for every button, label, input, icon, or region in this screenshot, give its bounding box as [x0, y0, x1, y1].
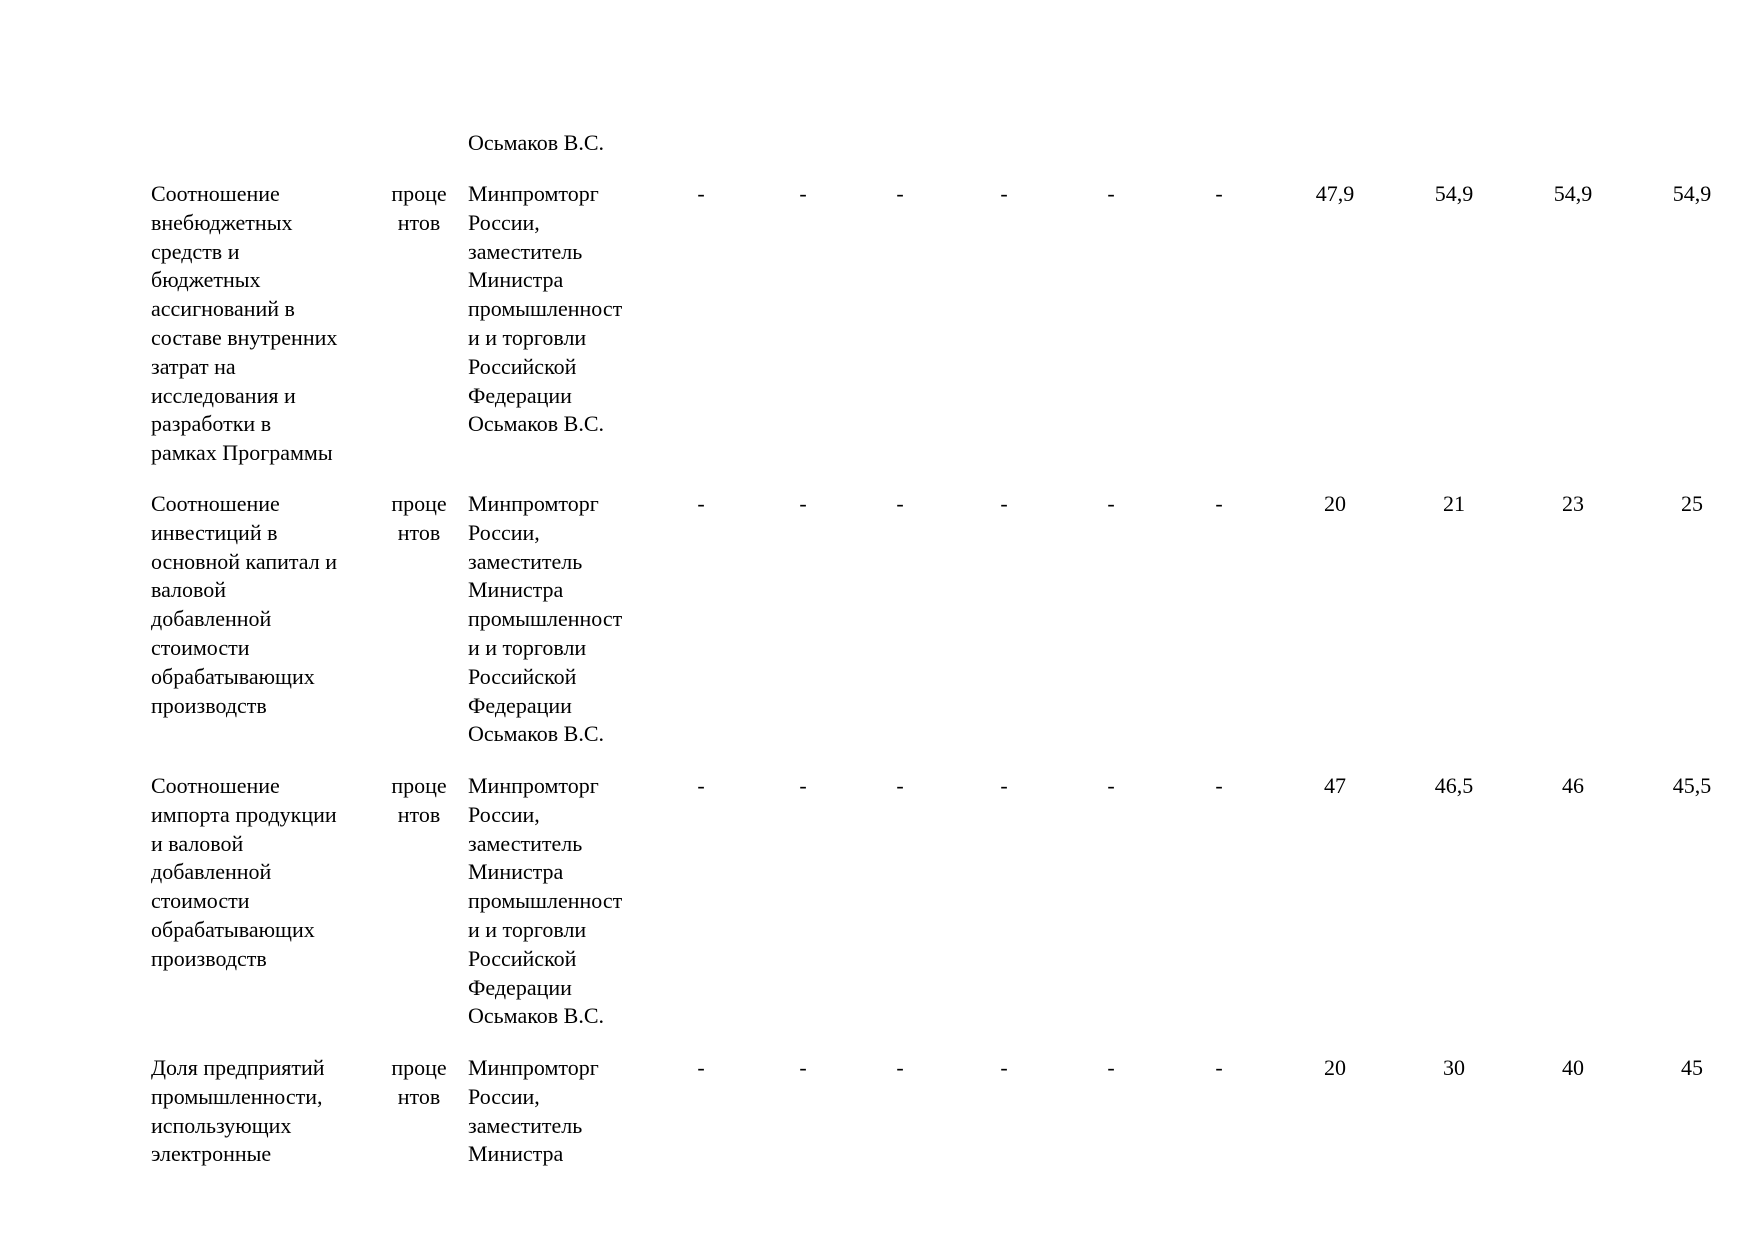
value-cell: - [799, 1055, 807, 1080]
unit-line: нтов [397, 1083, 441, 1109]
indicator-name-line: производств [151, 692, 267, 718]
indicator-name-line: Соотношение [151, 181, 280, 206]
responsible-line: и и торговли [468, 324, 587, 350]
value-cell: 54,9 [1672, 181, 1712, 206]
value-cell: - [1107, 1055, 1115, 1080]
responsible-line: Министра [468, 267, 564, 293]
indicator-name-line: рамках Программы [151, 440, 333, 466]
responsible-line: промышленност [468, 606, 623, 632]
unit-line: нтов [397, 801, 441, 827]
value-cell: - [1000, 491, 1008, 516]
indicator-name-line: обрабатывающих [151, 916, 315, 942]
value-cell: - [896, 1055, 904, 1080]
value-cell: 46 [1562, 773, 1584, 798]
indicator-name-line: промышленности, [151, 1083, 323, 1109]
indicator-name-line: добавленной [151, 606, 272, 632]
unit-line: проце [391, 181, 447, 206]
value-cell: - [799, 773, 807, 798]
indicator-name-line: использующих [151, 1112, 292, 1138]
value-cell: - [697, 1055, 705, 1080]
value-cell: - [1215, 773, 1223, 798]
responsible-line: Федерации [468, 382, 572, 408]
value-cell: 23 [1562, 491, 1584, 516]
indicator-name-line: разработки в [151, 411, 272, 437]
indicator-name-line: ассигнований в [151, 296, 295, 322]
indicator-name-line: производств [151, 945, 267, 971]
indicator-name-line: импорта продукции [151, 801, 337, 827]
responsible-line: Осьмаков В.С. [468, 411, 605, 437]
value-cell: 54,9 [1553, 181, 1593, 206]
indicator-name-line: основной капитал и [151, 548, 337, 574]
responsible-cell [468, 129, 663, 158]
responsible-line: Российской [468, 353, 577, 379]
value-cell: - [697, 491, 705, 516]
unit-line: нтов [397, 209, 441, 235]
indicator-name-cell [151, 772, 371, 974]
responsible-line: России, [468, 519, 540, 545]
responsible-line: промышленност [468, 888, 623, 914]
unit-line: проце [391, 1055, 447, 1080]
responsible-line: промышленност [468, 296, 623, 322]
responsible-line: заместитель [468, 548, 583, 574]
indicator-name-line: инвестиций в [151, 519, 278, 545]
responsible-cell [468, 490, 663, 749]
responsible-cell [468, 772, 663, 1031]
indicator-name-cell [151, 1054, 371, 1169]
indicator-name-line: стоимости [151, 888, 250, 914]
responsible-line: Федерации [468, 974, 572, 1000]
value-cell: - [1000, 181, 1008, 206]
responsible-line: России, [468, 801, 540, 827]
unit-line: проце [391, 773, 447, 798]
indicator-name-cell [151, 490, 371, 720]
value-cell: 20 [1324, 491, 1346, 516]
responsible-line: заместитель [468, 830, 583, 856]
responsible-line: Министра [468, 577, 564, 603]
unit-cell [385, 772, 453, 830]
value-cell: - [1215, 181, 1223, 206]
indicator-name-line: добавленной [151, 859, 272, 885]
responsible-line: Федерации [468, 692, 572, 718]
indicator-name-line: валовой [151, 577, 227, 603]
responsible-cell [468, 180, 663, 439]
responsible-line: Министра [468, 1141, 564, 1167]
value-cell: - [1107, 773, 1115, 798]
responsible-line: России, [468, 209, 540, 235]
value-cell: - [1107, 491, 1115, 516]
value-cell: 54,9 [1434, 181, 1474, 206]
value-cell: 47 [1324, 773, 1346, 798]
responsible-line: и и торговли [468, 916, 587, 942]
responsible-line: заместитель [468, 1112, 583, 1138]
value-cell: - [697, 181, 705, 206]
indicator-name-line: стоимости [151, 634, 250, 660]
indicator-name-line: средств и [151, 238, 240, 264]
responsible-line: России, [468, 1083, 540, 1109]
indicator-name-line: затрат на [151, 353, 236, 379]
indicator-name-line: обрабатывающих [151, 663, 315, 689]
value-cell: - [799, 491, 807, 516]
value-cell: 45 [1681, 1055, 1703, 1080]
responsible-line: и и торговли [468, 634, 587, 660]
value-cell: 21 [1443, 491, 1465, 516]
value-cell: 45,5 [1672, 773, 1712, 798]
responsible-line: Минпромторг [468, 1055, 599, 1080]
responsible-line: Российской [468, 945, 577, 971]
responsible-line: Минпромторг [468, 773, 599, 798]
responsible-line: заместитель [468, 238, 583, 264]
responsible-line: Осьмаков В.С. [468, 130, 605, 155]
value-cell: 25 [1681, 491, 1703, 516]
responsible-line: Министра [468, 859, 564, 885]
value-cell: - [799, 181, 807, 206]
indicator-name-cell [151, 180, 371, 468]
value-cell: - [697, 773, 705, 798]
value-cell: 46,5 [1434, 773, 1474, 798]
indicator-name-line: электронные [151, 1141, 272, 1167]
value-cell: - [1000, 1055, 1008, 1080]
value-cell: 20 [1324, 1055, 1346, 1080]
indicator-name-line: и валовой [151, 830, 244, 856]
indicator-name-line: Соотношение [151, 491, 280, 516]
value-cell: - [1107, 181, 1115, 206]
value-cell: 30 [1443, 1055, 1465, 1080]
indicator-name-line: внебюджетных [151, 209, 293, 235]
unit-line: нтов [397, 519, 441, 545]
responsible-line: Осьмаков В.С. [468, 1003, 605, 1029]
unit-cell [385, 1054, 453, 1112]
value-cell: 40 [1562, 1055, 1584, 1080]
value-cell: - [1000, 773, 1008, 798]
value-cell: - [896, 491, 904, 516]
unit-line: проце [391, 491, 447, 516]
indicator-name-line: исследования и [151, 382, 296, 408]
value-cell: - [1215, 1055, 1223, 1080]
responsible-cell [468, 1054, 663, 1169]
indicator-name-line: составе внутренних [151, 324, 338, 350]
responsible-line: Минпромторг [468, 181, 599, 206]
indicator-name-line: Соотношение [151, 773, 280, 798]
value-cell: - [896, 181, 904, 206]
responsible-line: Минпромторг [468, 491, 599, 516]
indicator-name-line: Доля предприятий [151, 1055, 325, 1080]
indicator-name-line: бюджетных [151, 267, 261, 293]
value-cell: - [896, 773, 904, 798]
value-cell: - [1215, 491, 1223, 516]
responsible-line: Осьмаков В.С. [468, 721, 605, 747]
value-cell: 47,9 [1315, 181, 1355, 206]
unit-cell [385, 180, 453, 238]
responsible-line: Российской [468, 663, 577, 689]
unit-cell [385, 490, 453, 548]
